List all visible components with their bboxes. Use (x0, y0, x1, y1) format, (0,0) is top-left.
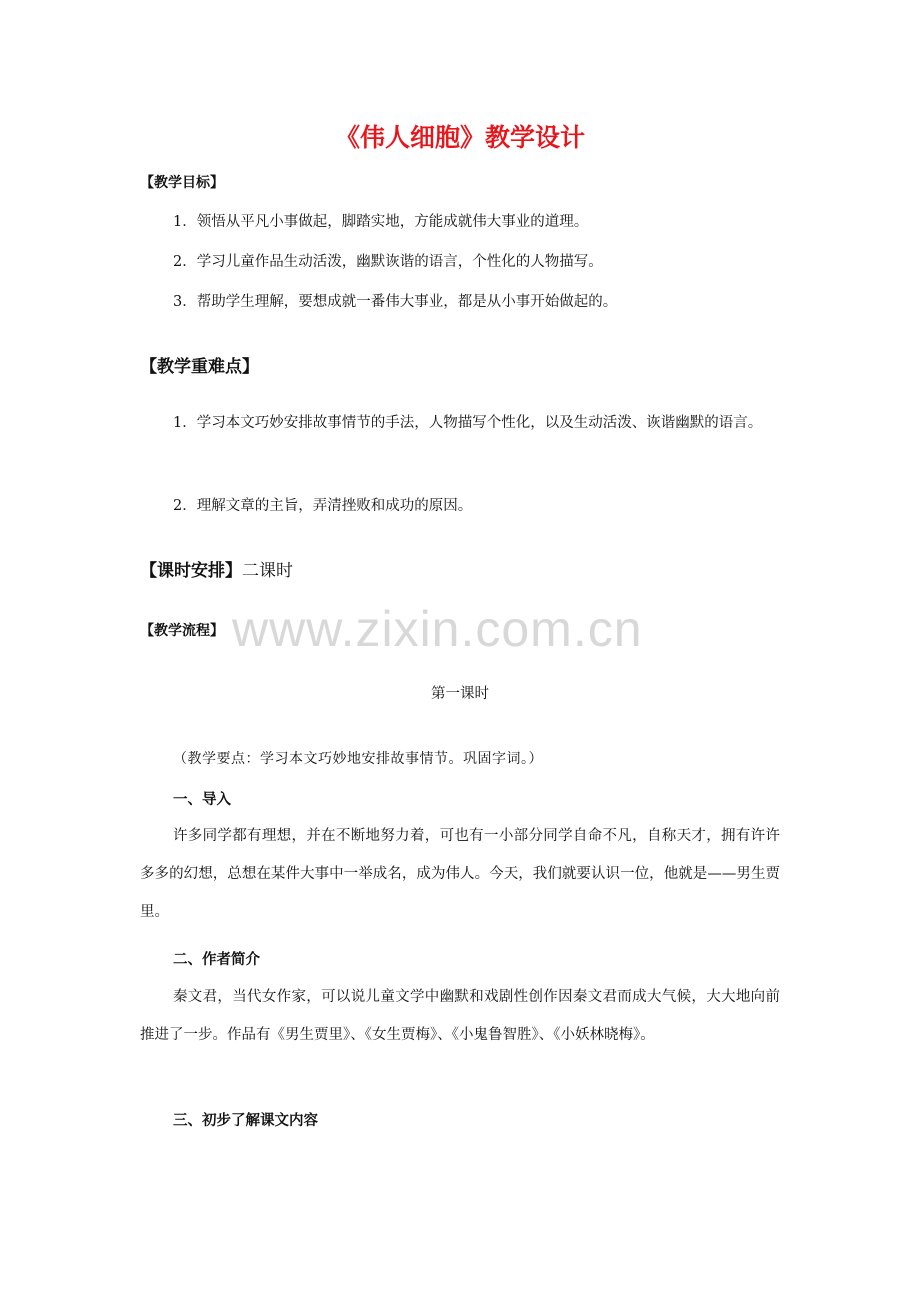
section-1-text: 许多同学都有理想，并在不断地努力着，可也有一小部分同学自命不凡，自称天才，拥有许许多多的幻想，总想在某件大事中一举成名，成为伟人。今天，我们就要认识一位，他就是——男生贾里。 (140, 828, 780, 920)
key-points-heading: 【教学重难点】 (140, 357, 259, 377)
watermark-text: www.zixin.com.cn (232, 601, 643, 657)
flow-heading: 【教学流程】 (140, 623, 224, 639)
lesson-title: 第一课时 (431, 686, 489, 702)
goals-heading: 【教学目标】 (140, 175, 224, 191)
section-2-title: 二、作者简介 (173, 952, 260, 968)
section-2-text: 秦文君，当代女作家，可以说儿童文学中幽默和戏剧性创作因秦文君而成大气候，大大地向前推进了一步。作品有《男生贾里》、《女生贾梅》、《小鬼鲁智胜》、《小妖林晓梅》。 (140, 989, 780, 1043)
document-title: 《伟人细胞》教学设计 (334, 123, 585, 152)
goal-item-3: 3．帮助学生理解，要想成就一番伟大事业，都是从小事开始做起的。 (173, 294, 618, 310)
key-point-item-1: 1．学习本文巧妙安排故事情节的手法，人物描写个性化，以及生动活泼、诙谐幽默的语言。 (173, 415, 763, 431)
lesson-note: （教学要点：学习本文巧妙地安排故事情节。巩固字词。） (173, 751, 543, 767)
goal-item-2: 2．学习儿童作品生动活泼，幽默诙谐的语言，个性化的人物描写。 (173, 254, 603, 270)
goal-item-1: 1．领悟从平凡小事做起，脚踏实地，方能成就伟大事业的道理。 (173, 214, 589, 230)
key-point-item-2: 2．理解文章的主旨，弄清挫败和成功的原因。 (173, 498, 473, 514)
schedule-value: 二课时 (242, 561, 293, 581)
schedule-line (140, 556, 293, 581)
section-1-title: 一、导入 (173, 792, 231, 808)
schedule-heading: 【课时安排】 (140, 561, 242, 581)
section-3-title: 三、初步了解课文内容 (173, 1113, 318, 1129)
